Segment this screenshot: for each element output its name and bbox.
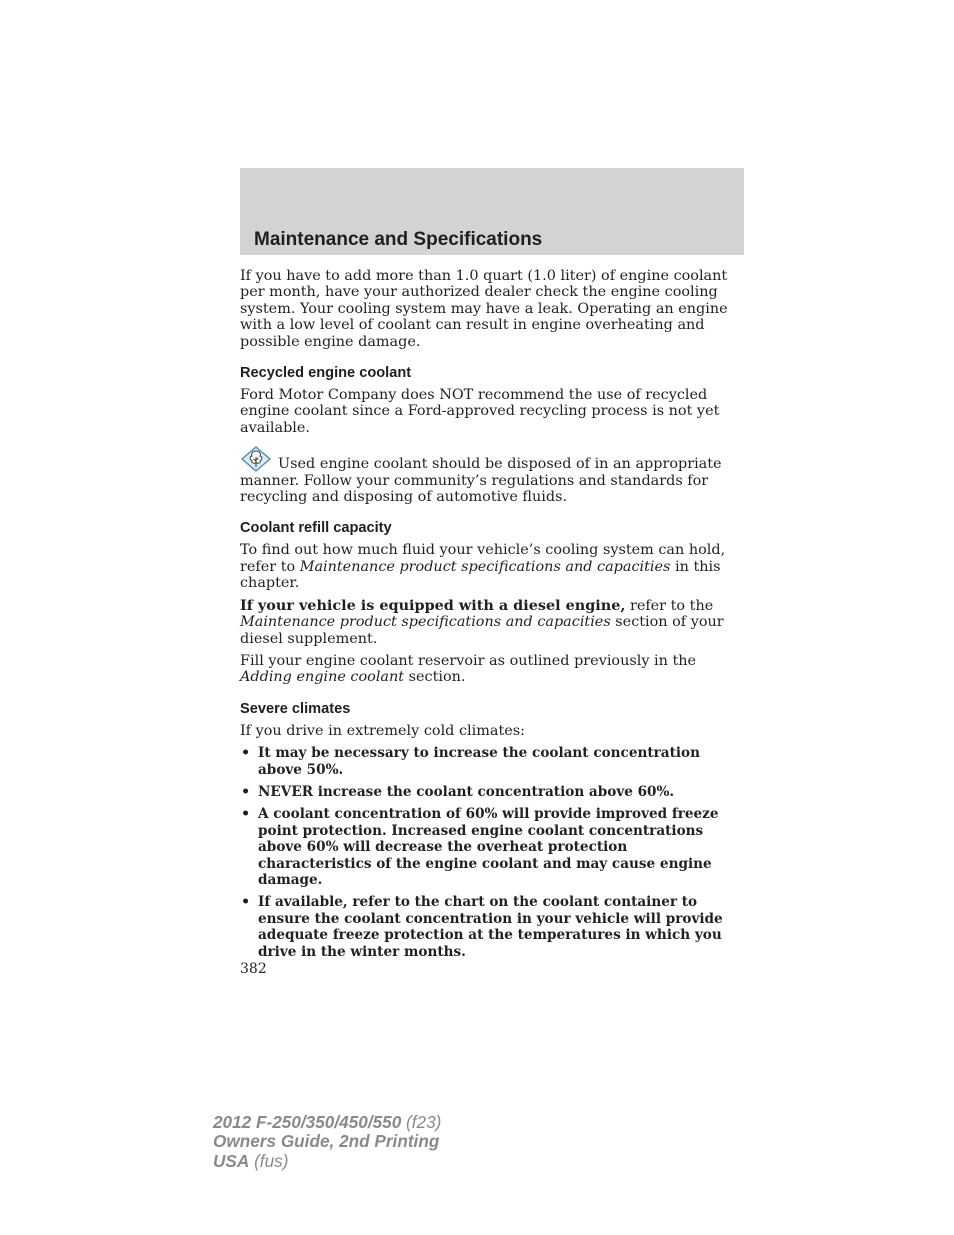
capacity-p2-tail: section of your diesel supplement. (240, 614, 724, 647)
list-item (240, 745, 744, 778)
capacity-p1-tail: in this chapter. (240, 558, 721, 592)
diesel-condition-text: If your vehicle is equipped with a diesel engine, (240, 596, 626, 614)
bullet-mark: • (241, 782, 251, 800)
recycle-note-paragraph (240, 446, 744, 505)
list-item-text: If available, refer to the chart on the coolant container to ensure the coolant concentration in your vehicle will provide adequate freeze protection at the temperatures in which you drive in the winter months. (258, 894, 723, 960)
bullet-mark: • (241, 893, 251, 911)
capacity-paragraph-2 (240, 598, 744, 647)
bullet-mark: • (241, 805, 251, 823)
severe-climates-intro: If you drive in extremely cold climates: (240, 722, 525, 739)
recycle-tree-icon (240, 446, 272, 472)
footer-market-code: (fus) (249, 1150, 289, 1171)
list-item (240, 806, 744, 888)
severe-climates-heading: Severe climates (240, 700, 351, 717)
section-header-band (240, 168, 744, 255)
list-item (240, 784, 744, 800)
footer-market: USA (213, 1150, 250, 1171)
page-number: 382 (240, 961, 267, 977)
footer-edition-line: Owners Guide, 2nd Printing (213, 1131, 440, 1152)
coolant-capacity-heading: Coolant refill capacity (240, 520, 392, 537)
capacity-paragraph-1 (240, 542, 744, 591)
bullet-mark: • (241, 744, 251, 762)
recycle-note-text: Used engine coolant should be disposed of in an appropriate manner. Follow your community’s regulations and standards for recycling and disposing of automotive fluids. (240, 456, 722, 506)
page-content (240, 268, 744, 966)
capacity-p1-reference: Maintenance product specifications and capacities (299, 558, 671, 575)
intro-paragraph: If you have to add more than 1.0 quart (1.0 liter) of engine coolant per month, have your authorized dealer check the engine cooling system. Your cooling system may have a leak. Operating an engine with a low level of coolant can result in engine overheating and possible engine damage. (240, 268, 728, 350)
list-item-text: A coolant concentration of 60% will provide improved freeze point protection. Increased engine coolant concentrations above 60% will decrease the overheat protection characteristics of the engine coolant and may cause engine damage. (258, 806, 719, 888)
capacity-paragraph-3 (240, 653, 744, 686)
document-footer (213, 1113, 441, 1171)
capacity-p2-reference: Maintenance product specifications and capacities (240, 614, 611, 631)
list-item-text: NEVER increase the coolant concentration above 60%. (258, 783, 675, 800)
footer-market-line (213, 1152, 441, 1171)
footer-model-line (213, 1113, 441, 1132)
list-item-text: It may be necessary to increase the coolant concentration above 50%. (258, 745, 701, 778)
footer-model: 2012 F-250/350/450/550 (213, 1112, 402, 1132)
recycled-coolant-paragraph: Ford Motor Company does NOT recommend the use of recycled engine coolant since a Ford-approved recycling process is not yet available. (240, 387, 720, 436)
severe-climates-list (240, 745, 744, 960)
footer-model-code: (f23) (401, 1112, 442, 1132)
capacity-p3-text: Fill your engine coolant reservoir as outlined previously in the (240, 652, 697, 669)
capacity-p3-tail: section. (404, 669, 466, 686)
capacity-p1-text: To find out how much fluid your vehicle’s cooling system can hold, refer to (240, 542, 726, 575)
list-item (240, 894, 744, 960)
section-title: Maintenance and Specifications (254, 229, 543, 250)
capacity-p2-text: refer to the (625, 597, 714, 614)
adding-coolant-reference: Adding engine coolant (240, 669, 405, 686)
recycled-coolant-heading: Recycled engine coolant (240, 365, 412, 382)
